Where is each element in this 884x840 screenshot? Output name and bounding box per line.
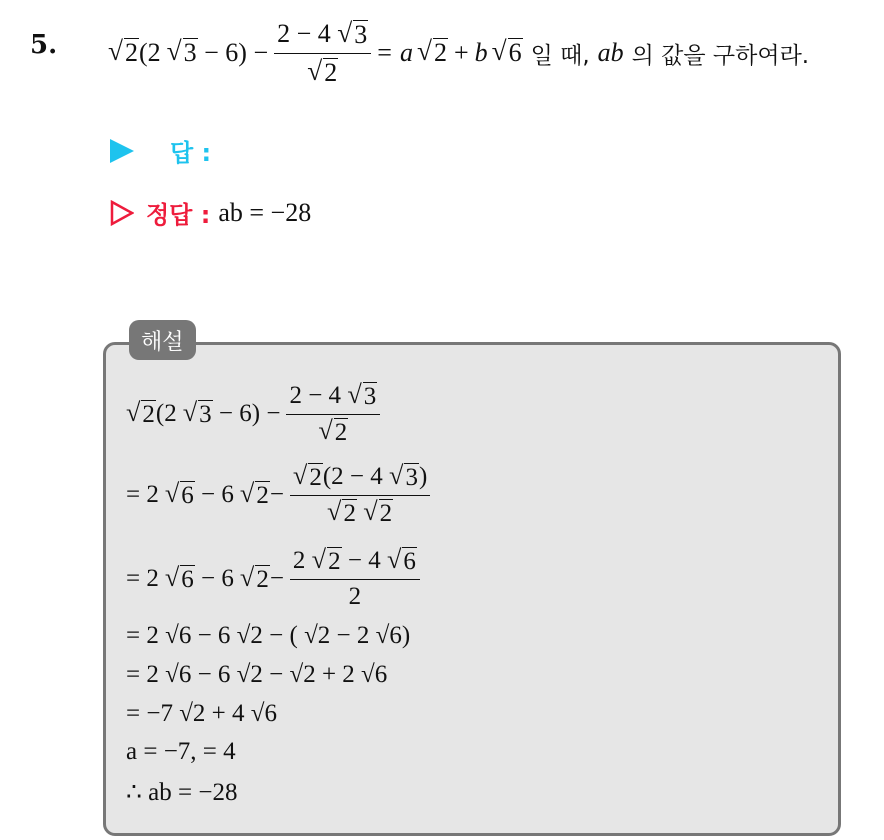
solution-line-8: ∴ ab = −28 (126, 779, 238, 806)
sqrt-3: √ 3 (166, 36, 197, 68)
play-triangle-icon (110, 139, 134, 163)
problem-statement: √ 2 (2 √ 3 − 6) − 2 − 4 √ 3 √ 2 = a √ 2 + b √ 6 일 때, ab 의 값을 구하여라. (108, 17, 810, 87)
problem-number: 5. (30, 30, 58, 60)
correct-answer-row (110, 195, 311, 230)
solution-line-5: = 2 √6 − 6 √2 − √2 + 2 √6 (126, 661, 388, 688)
solution-line-2: = 2 √ 6 − 6 √ 2 − √ 2 (2 − 4 √ 3 ) √ 2 √ 2 (126, 463, 436, 527)
solution-line-6: = −7 √2 + 4 √6 (126, 700, 277, 727)
sqrt-2: √ 2 (108, 36, 138, 68)
solution-line-7: a = −7, = 4 (126, 738, 236, 765)
correct-answer-value: ab = −28 (218, 197, 312, 227)
outline-triangle-icon (110, 200, 134, 226)
solution-line-3: = 2 √ 6 − 6 √ 2 − 2 √ 2 − 4 √ 6 2 (126, 547, 426, 611)
correct-answer-label: 정답 : (146, 201, 211, 229)
answer-input-row[interactable] (110, 133, 211, 168)
solution-line-4: = 2 √6 − 6 √2 − ( √2 − 2 √6) (126, 622, 411, 649)
solution-tag: 해설 (129, 320, 196, 360)
problem-fraction: 2 − 4 √ 3 √ 2 (274, 19, 371, 87)
answer-label: 답 : (170, 139, 212, 167)
solution-line-1: √ 2 (2 √ 3 − 6) − 2 − 4 √ 3 √ 2 (126, 382, 386, 446)
